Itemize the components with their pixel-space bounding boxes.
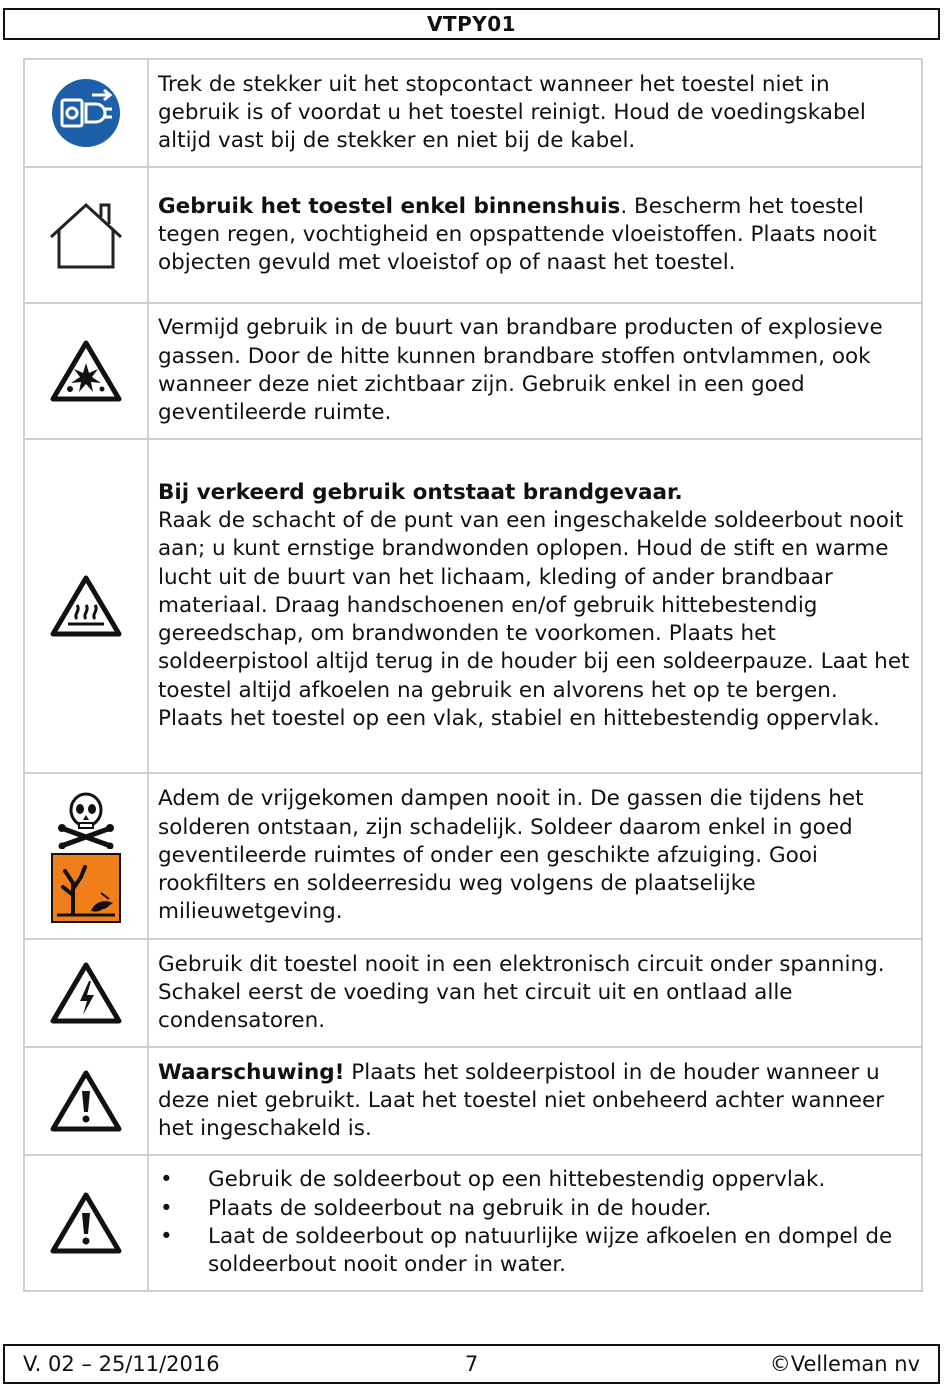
instruction-text bbox=[148, 59, 922, 167]
instruction-text bbox=[148, 167, 922, 303]
icon-cell bbox=[24, 1047, 148, 1155]
table-row bbox=[24, 439, 922, 773]
unplug-icon bbox=[50, 77, 122, 149]
icon-cell bbox=[24, 939, 148, 1047]
icon-cell bbox=[24, 167, 148, 303]
instruction-text bbox=[148, 1047, 922, 1155]
instruction-text-content: Vermijd gebruik in de buurt van brandbare producten of explosieve gassen. Door de hitte kunnen brandbare stoffen ontvlammen, ook wanneer deze niet zichtbaar zijn. Gebruik enkel in een goed geventileerde ruimte. bbox=[158, 315, 883, 426]
instruction-bold: Gebruik het toestel enkel binnenshuis bbox=[158, 193, 621, 219]
safety-table bbox=[23, 58, 923, 1292]
icon-cell bbox=[24, 439, 148, 773]
instruction-text-content: Plaats het toestel op een vlak, stabiel en hittebestendig oppervlak. bbox=[158, 706, 880, 732]
instruction-text bbox=[148, 773, 922, 939]
instruction-text-content: Raak de schacht of de punt van een ingeschakelde soldeerbout nooit aan; u kunt ernstige brandwonden oplopen. Houd de stift en warme lucht uit de buurt van het lichaam, kleding of ander brandbaar materiaal. Draag handschoenen en/of gebruik hittebestendig gereedschap, om brandwonden te voorkomen. Plaats het soldeerpistool altijd terug in de houder bij een soldeerpauze. Laat het toestel altijd afkoelen na gebruik en alvorens het op te bergen. bbox=[158, 507, 910, 703]
table-row bbox=[24, 1047, 922, 1155]
page-number: 7 bbox=[464, 1352, 479, 1376]
instruction-text-content: Plaats het soldeerpistool in de houder wanneer u deze niet gebruikt. Laat het toestel niet onbeheerd achter wanneer het ingeschakeld is. bbox=[158, 1059, 885, 1142]
page-header bbox=[3, 8, 940, 40]
version-date: V. 02 – 25/11/2016 bbox=[23, 1352, 220, 1376]
table-row bbox=[24, 773, 922, 939]
explosive-icon bbox=[50, 339, 122, 403]
icon-cell bbox=[24, 773, 148, 939]
instruction-text bbox=[148, 1155, 922, 1291]
warning-icon bbox=[50, 1191, 122, 1255]
instruction-bold: Bij verkeerd gebruik ontstaat brandgevaar. bbox=[158, 479, 683, 505]
electric-shock-icon bbox=[50, 961, 122, 1025]
table-row bbox=[24, 303, 922, 439]
instruction-text-content: Trek de stekker uit het stopcontact wanneer het toestel niet in gebruik is of voordat u het toestel reinigt. Houd de voedingskabel altijd vast bij de stekker en niet bij de kabel. bbox=[158, 71, 866, 154]
icon-cell bbox=[24, 59, 148, 167]
indoor-house-icon bbox=[43, 197, 129, 273]
hot-surface-icon bbox=[50, 574, 122, 638]
instruction-bold: Waarschuwing! bbox=[158, 1059, 345, 1085]
copyright: ©Velleman nv bbox=[769, 1352, 920, 1376]
page-footer bbox=[3, 1344, 940, 1384]
warning-icon bbox=[50, 1069, 122, 1133]
list-item: • Plaats de soldeerbout na gebruik in de houder. bbox=[158, 1195, 911, 1223]
table-row bbox=[24, 167, 922, 303]
instruction-text-content: Adem de vrijgekomen dampen nooit in. De gassen die tijdens het solderen ontstaan, zijn schadelijk. Soldeer daarom enkel in goed geventileerde ruimtes of onder een geschikte afzuiging. Gooi rookfilters en soldeerresidu weg volgens de plaatselijke milieuwetgeving. bbox=[158, 786, 864, 925]
bullet-list bbox=[158, 1166, 911, 1279]
instruction-text bbox=[148, 439, 922, 773]
table-row bbox=[24, 1155, 922, 1291]
table-row bbox=[24, 939, 922, 1047]
instruction-text-content: . Bescherm het toestel tegen regen, vochtigheid en opspattende vloeistoffen. Plaats nooit objecten gevuld met vloeistof op of naast het toestel. bbox=[158, 193, 877, 276]
toxic-icon bbox=[54, 789, 118, 849]
table-row bbox=[24, 59, 922, 167]
instruction-text-content: Gebruik dit toestel nooit in een elektronisch circuit onder spanning. Schakel eerst de voeding van het circuit uit en ontlaad alle condensatoren. bbox=[158, 951, 885, 1034]
list-item: • Laat de soldeerbout op natuurlijke wijze afkoelen en dompel de soldeerbout nooit onder in water. bbox=[158, 1223, 911, 1280]
list-item: • Gebruik de soldeerbout op een hittebestendig oppervlak. bbox=[158, 1166, 911, 1194]
page-title: VTPY01 bbox=[426, 12, 517, 36]
icon-cell bbox=[24, 303, 148, 439]
environment-hazard-icon bbox=[51, 853, 121, 923]
icon-cell bbox=[24, 1155, 148, 1291]
instruction-text bbox=[148, 939, 922, 1047]
instruction-text bbox=[148, 303, 922, 439]
